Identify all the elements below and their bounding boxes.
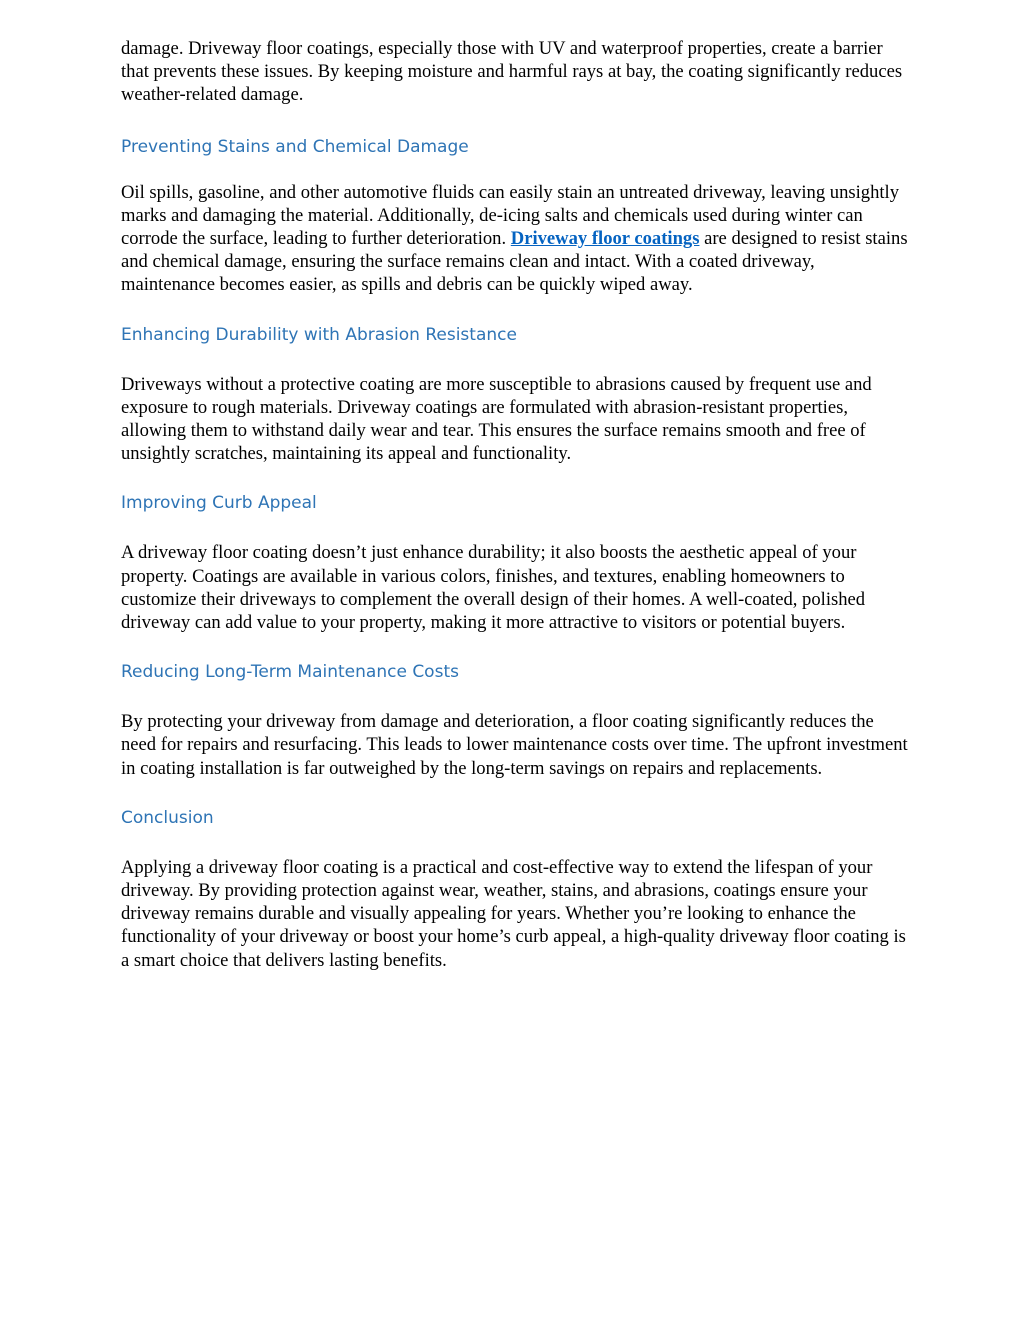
curb-appeal-paragraph: A driveway floor coating doesn’t just enhance durability; it also boosts the aesthetic appeal of your property. Coatings are available in various colors, finishes, and textures, enabling homeowners to customize their driveways to complement the overall design of their homes. A well-coated, polished driveway can add value to your property, making it more attractive to visitors or potential buyers. bbox=[121, 542, 866, 634]
maintenance-paragraph: By protecting your driveway from damage and deterioration, a floor coating significantly reduces the need for repairs and resurfacing. This leads to lower maintenance costs over time. The upfront investment in coating installation is far outweighed by the long-term savings on repairs and replacements. bbox=[121, 711, 908, 779]
document-page bbox=[121, 37, 911, 972]
heading-conclusion: Conclusion bbox=[121, 807, 214, 828]
stains-text-after-link: are designed to resist stains and chemical damage, ensuring the surface remains clean and intact. With a coated driveway, maintenance becomes easier, as spills and debris can be quickly wiped away. bbox=[121, 228, 908, 296]
intro-paragraph: damage. Driveway floor coatings, especially those with UV and waterproof properties, create a barrier that prevents these issues. By keeping moisture and harmful rays at bay, the coating significantly reduces weather-related damage. bbox=[121, 38, 903, 106]
driveway-floor-coatings-link[interactable]: Driveway floor coatings bbox=[510, 228, 700, 250]
heading-preventing-stains: Preventing Stains and Chemical Damage bbox=[121, 136, 469, 157]
conclusion-paragraph: Applying a driveway floor coating is a practical and cost-effective way to extend the lifespan of your driveway. By providing protection against wear, weather, stains, and abrasions, coatings ensure your driveway remains durable and visually appealing for years. Whether you’re looking to enhance the functionality of your driveway or boost your home’s curb appeal, a high-quality driveway floor coating is a smart choice that delivers lasting benefits. bbox=[121, 856, 906, 971]
heading-maintenance-costs: Reducing Long-Term Maintenance Costs bbox=[121, 662, 459, 683]
abrasion-paragraph: Driveways without a protective coating are more susceptible to abrasions caused by frequent use and exposure to rough materials. Driveway coatings are formulated with abrasion-resistant properties, allowing them to withstand daily wear and tear. This ensures the surface remains smooth and free of unsightly scratches, maintaining its appeal and functionality. bbox=[121, 373, 872, 465]
heading-curb-appeal: Improving Curb Appeal bbox=[121, 493, 317, 514]
stains-text-before-link: Oil spills, gasoline, and other automotive fluids can easily stain an untreated driveway, leaving unsightly marks and damaging the material. Additionally, de-icing salts and chemicals used during winter can corrode the surface, leading to further deterioration. bbox=[121, 181, 900, 250]
heading-abrasion-resistance: Enhancing Durability with Abrasion Resistance bbox=[121, 324, 517, 345]
stains-paragraph bbox=[121, 181, 911, 297]
